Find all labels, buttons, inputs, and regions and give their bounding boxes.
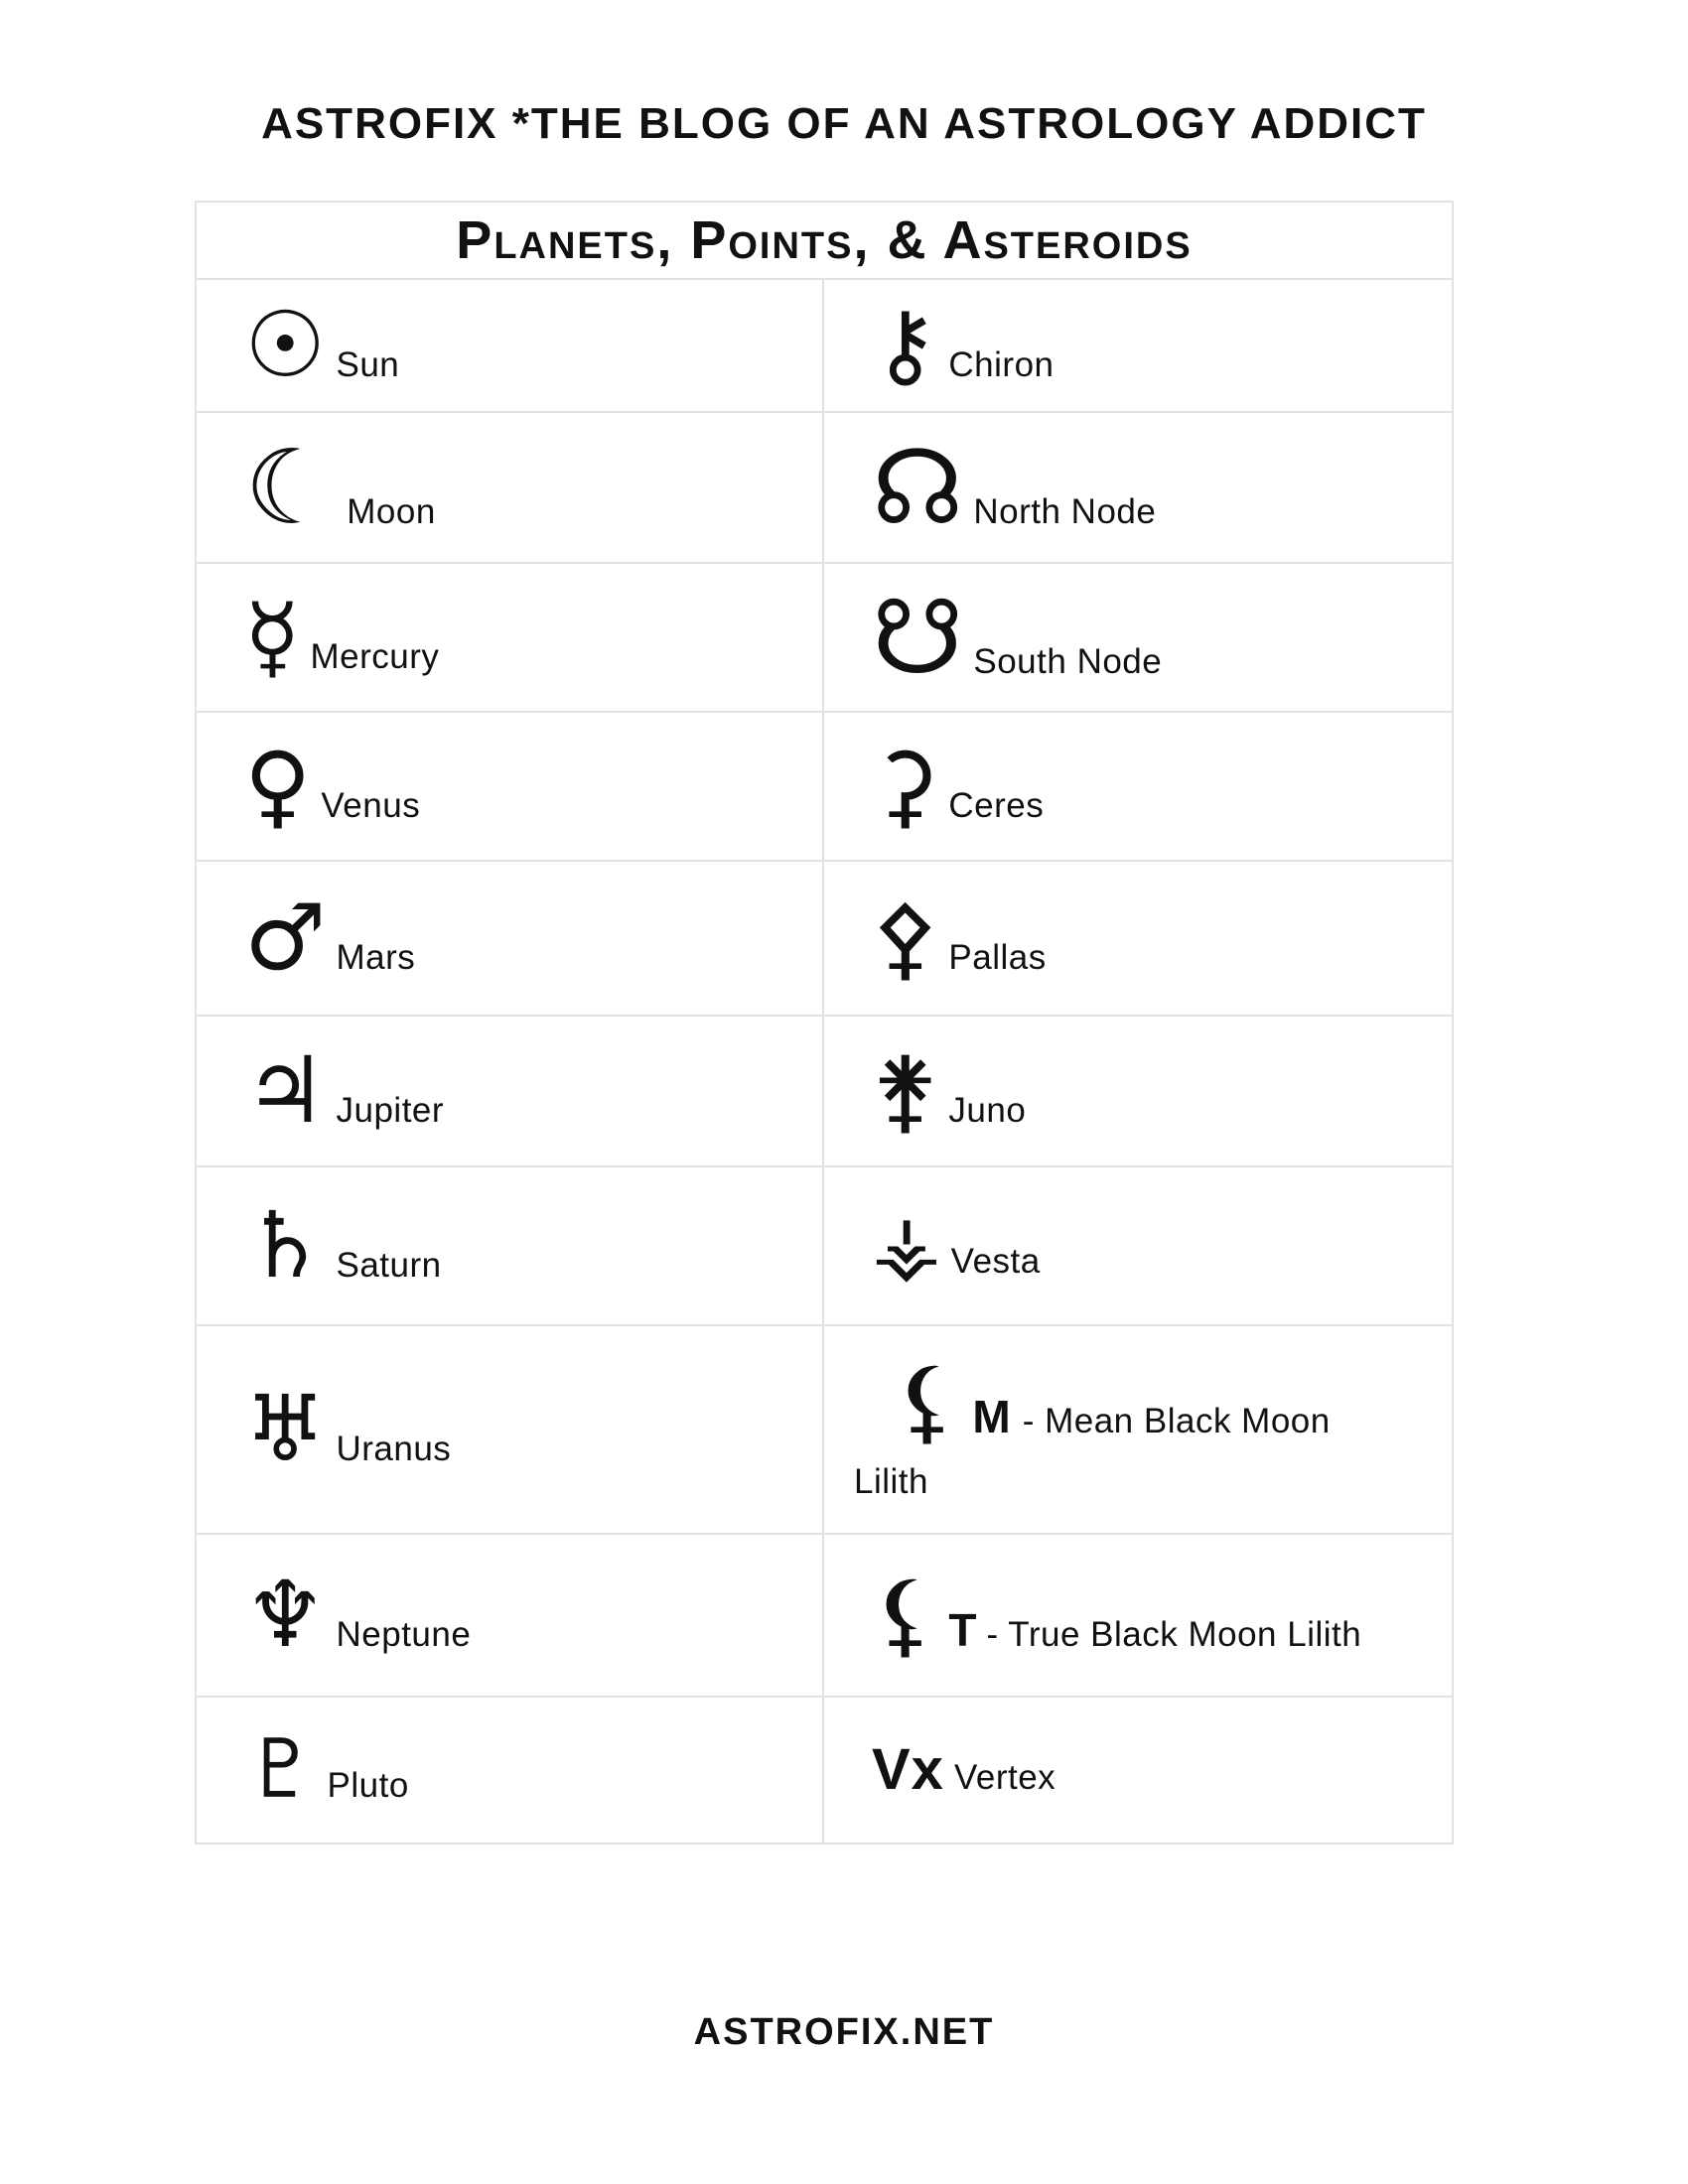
cell-vertex: [822, 1696, 1452, 1843]
north-node-label: North Node: [973, 492, 1157, 531]
cell-juno: [822, 1015, 1452, 1165]
cell-saturn: [197, 1165, 822, 1324]
pluto-symbol: ♇: [244, 1722, 318, 1817]
mercury-symbol: ☿: [244, 584, 301, 690]
south-node-symbol: ☋: [872, 577, 964, 698]
cell-pallas: [822, 860, 1452, 1015]
cell-south-node: [822, 562, 1452, 711]
moon-symbol: ☾: [244, 427, 338, 548]
chiron-symbol: ⚷: [872, 292, 939, 398]
neptune-symbol: ♆: [244, 1562, 327, 1668]
ceres-label: Ceres: [948, 786, 1045, 825]
pallas-label: Pallas: [948, 938, 1047, 977]
chiron-label: Chiron: [948, 345, 1055, 384]
black-moon-lilith-symbol: ⚸: [894, 1348, 961, 1454]
south-node-label: South Node: [973, 642, 1163, 681]
juno-label: Juno: [948, 1091, 1027, 1130]
cell-vesta: [822, 1165, 1452, 1324]
mean-lilith-label-line2: Lilith: [854, 1462, 928, 1501]
sun-symbol: ☉: [244, 292, 327, 398]
cell-moon: [197, 411, 822, 562]
mean-lilith-prefix: M: [972, 1391, 1011, 1442]
cell-ceres: [822, 711, 1452, 860]
mars-label: Mars: [336, 938, 416, 977]
jupiter-label: Jupiter: [336, 1091, 445, 1130]
mean-lilith-label: - Mean Black Moon: [1022, 1402, 1331, 1440]
vertex-label: Vertex: [953, 1758, 1056, 1797]
cell-north-node: [822, 411, 1452, 562]
cell-jupiter: [197, 1015, 822, 1165]
pallas-symbol: ⚴: [872, 885, 939, 991]
cell-neptune: [197, 1533, 822, 1696]
cell-mean-black-moon-lilith: [822, 1324, 1452, 1533]
true-lilith-prefix: T: [948, 1604, 977, 1656]
cell-sun: [197, 278, 822, 411]
venus-symbol: ♀: [244, 733, 312, 839]
planets-points-asteroids-table: [195, 201, 1454, 1844]
cell-chiron: [822, 278, 1452, 411]
cell-true-black-moon-lilith: [822, 1533, 1452, 1696]
ceres-symbol: ⚳: [872, 733, 939, 839]
saturn-label: Saturn: [336, 1246, 442, 1285]
black-moon-lilith-symbol: ⚸: [872, 1562, 939, 1668]
cell-mercury: [197, 562, 822, 711]
true-lilith-label: - True Black Moon Lilith: [986, 1615, 1362, 1654]
north-node-symbol: ☊: [872, 427, 964, 548]
site-header: ASTROFIX *THE BLOG OF AN ASTROLOGY ADDICT: [261, 99, 1427, 148]
mars-symbol: ♂: [244, 885, 327, 991]
saturn-symbol: ♄: [244, 1192, 327, 1298]
sun-label: Sun: [336, 345, 400, 384]
cell-pluto: [197, 1696, 822, 1843]
cell-uranus: [197, 1324, 822, 1533]
table-title: Planets, Points, & Asteroids: [456, 210, 1193, 270]
site-footer: ASTROFIX.NET: [693, 2011, 995, 2053]
venus-label: Venus: [321, 786, 421, 825]
cell-mars: [197, 860, 822, 1015]
moon-label: Moon: [347, 492, 436, 531]
uranus-label: Uranus: [336, 1430, 452, 1468]
vesta-symbol: ⚶: [872, 1198, 941, 1293]
vesta-label: Vesta: [950, 1242, 1041, 1281]
neptune-label: Neptune: [336, 1615, 472, 1654]
vertex-symbol: Vx: [872, 1737, 944, 1802]
mercury-label: Mercury: [310, 637, 440, 676]
uranus-symbol: ♅: [244, 1376, 327, 1482]
juno-symbol: ⚵: [872, 1037, 939, 1144]
cell-venus: [197, 711, 822, 860]
pluto-label: Pluto: [327, 1766, 409, 1805]
jupiter-symbol: ♃: [244, 1037, 327, 1144]
